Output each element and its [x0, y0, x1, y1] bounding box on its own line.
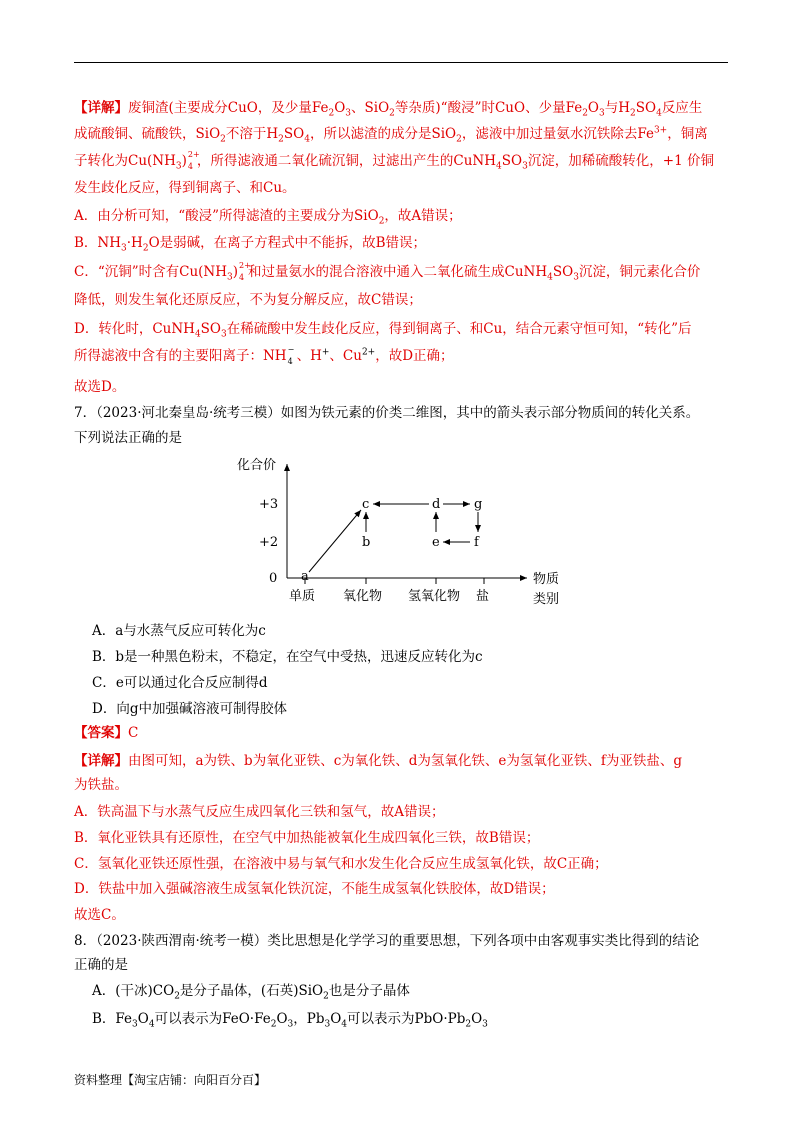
detail-option-d-2: 所得滤液中含有的主要阳离子：NH − 4 、H+、$Cu^{2+}$，故D正确； — [74, 345, 454, 366]
page-footer: 资料整理【淘宝店铺：向阳百分百】 — [74, 1073, 267, 1087]
point-a: a — [301, 569, 309, 584]
point-d: d — [432, 497, 441, 512]
q7-option-a: A．a与水蒸气反应可转化为c — [92, 623, 266, 639]
x-tick-salt: 盐 — [476, 589, 490, 604]
q7-analysis-a: A．铁高温下与水蒸气反应生成四氧化三铁和氢气，故A错误； — [74, 804, 445, 820]
detail-option-d-1: D．转化时，$CuNH_4SO_3$在稀硫酸中发生歧化反应，得到铜离子、和Cu，结合元素守恒可知，“转化”后 — [74, 321, 692, 340]
point-c: c — [362, 497, 370, 512]
q8-option-b: B．$Fe_3O_4$可以表示为$FeO\cdot Fe_2O_3$，$Pb_3O_4$可以表示为$PbO\cdot Pb_2O_3$ — [92, 1011, 488, 1030]
arrow-a-to-c — [309, 510, 361, 572]
x-axis-label-2: 类别 — [533, 592, 560, 607]
point-e: e — [432, 535, 440, 550]
q7-stem-line-1: 7．（2023·河北秦皇岛·统考三模）如图为铁元素的价类二维图，其中的箭头表示部分物质间的转化关系。 — [74, 405, 700, 421]
valence-class-diagram — [225, 450, 575, 610]
point-g: g — [474, 497, 483, 512]
y-tick-plus2: +2 — [259, 535, 279, 550]
point-b: b — [362, 535, 371, 550]
q7-conclusion: 故选C。 — [74, 907, 125, 923]
detail-option-a: A．由分析可知，“酸浸”所得滤渣的主要成分为SiO$_2$，故A错误； — [74, 208, 462, 227]
q7-analysis-d: D．铁盐中加入强碱溶液生成氢氧化铁沉淀，不能生成氢氧化铁胶体，故D错误； — [74, 881, 555, 897]
q7-option-c: C．e可以通过化合反应制得d — [92, 675, 268, 691]
q7-option-d: D．向g中加强碱溶液可制得胶体 — [92, 701, 287, 717]
q7-analysis-b: B．氧化亚铁具有还原性，在空气中加热能被氧化生成四氧化三铁，故B错误； — [74, 830, 540, 846]
point-f: f — [474, 535, 479, 550]
header-rule — [74, 62, 728, 63]
q7-detail-line-2: 为铁盐。 — [74, 777, 128, 793]
detail-conclusion: 故选D。 — [74, 379, 126, 395]
detail-option-b: B．$NH_3\cdot H_2O$是弱碱，在离子方程式中不能拆，故B错误； — [74, 235, 427, 254]
detail-line-4: 发生歧化反应，得到铜离子、和Cu。 — [74, 180, 296, 196]
q7-detail-line-1: 【详解】由图可知，a为铁、b为氧化亚铁、c为氧化铁、d为氢氧化铁、e为氢氧化亚铁、f为亚铁盐、g — [74, 753, 683, 769]
x-tick-oxide: 氧化物 — [343, 589, 383, 604]
detail-line-2: 成硫酸铜、硫酸铁，SiO$_2$不溶于$H_2SO_4$，所以滤渣的成分是SiO$_2$，滤液中加过量氨水沉铁除去$Fe^{3+}$，铜离 — [74, 125, 708, 145]
y-tick-zero: 0 — [269, 571, 278, 586]
q7-stem-line-2: 下列说法正确的是 — [74, 430, 182, 446]
x-axis-label-1: 物质 — [533, 572, 560, 587]
q7-option-b: B．b是一种黑色粉末，不稳定，在空气中受热，迅速反应转化为c — [92, 649, 483, 665]
q8-stem-line-2: 正确的是 — [74, 957, 128, 973]
detail-option-c-2: 降低，则发生氧化还原反应，不为复分解反应，故C错误； — [74, 292, 422, 308]
q7-answer: 【答案】C — [74, 725, 139, 741]
q8-stem-line-1: 8．（2023·陕西渭南·统考一模）类比思想是化学学习的重要思想，下列各项中由客观事实类比得到的结论 — [74, 933, 700, 949]
q8-option-a: A．(干冰)$CO_2$是分子晶体，(石英)SiO$_2$也是分子晶体 — [92, 983, 410, 1002]
q7-analysis-c: C．氢氧化亚铁还原性强，在溶液中易与氧气和水发生化合反应生成氢氧化铁，故C正确； — [74, 856, 608, 872]
x-tick-elemental: 单质 — [289, 589, 316, 604]
y-axis-label: 化合价 — [237, 458, 277, 473]
x-tick-hydroxide: 氢氧化物 — [408, 589, 461, 604]
detail-line-3: 子转化为$Cu(NH_3)$ 2+ 4 ，所得滤液通二氧化硫沉铜，过滤出产生的$CuNH_4SO_3$沉淀，加稀硫酸转化，+1 价铜 — [74, 150, 715, 172]
detail-option-c-1: C．“沉铜”时含有$Cu(NH_3)$ 2+ 4 和过量氨水的混合溶液中通入二氧化硫生成$CuNH_4SO_3$沉淀，铜元素化合价 — [74, 261, 701, 283]
y-tick-plus3: +3 — [259, 497, 279, 512]
detail-line-1: 【详解】废铜渣(主要成分CuO，及少量$Fe_2O_3$、SiO$_2$等杂质)“酸浸”时CuO、少量$Fe_2O_3$与$H_2SO_4$反应生 — [74, 100, 703, 119]
